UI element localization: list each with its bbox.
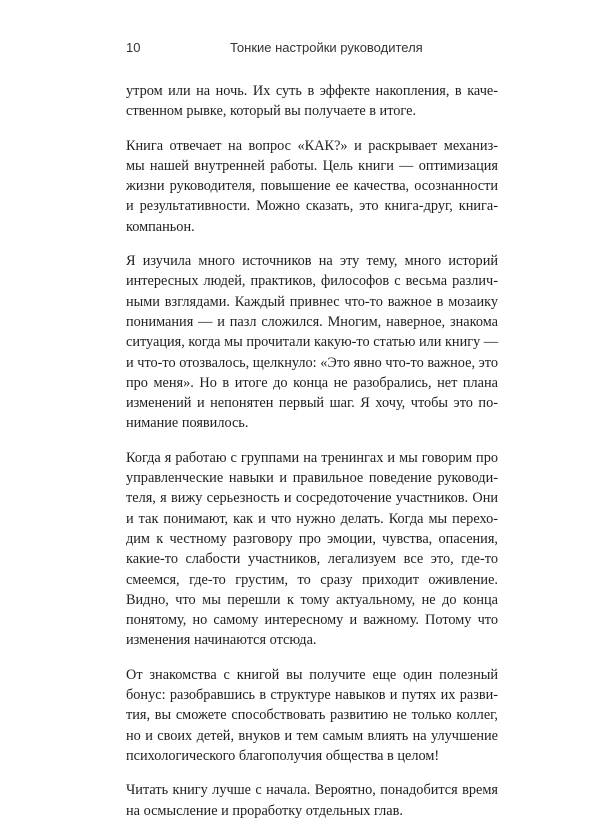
text-line: на осмысление и проработку отдельных глав. <box>126 802 403 819</box>
running-header <box>126 40 508 60</box>
text-line: какие-то слабости участников, легализуем все это, где-то <box>126 551 498 568</box>
text-line: компаньон. <box>126 218 195 235</box>
paragraph <box>126 81 498 122</box>
text-line: жизни руководителя, повышение ее качества, осознанности <box>126 178 498 195</box>
paragraph <box>126 780 498 821</box>
text-line: Книга отвечает на вопрос «КАК?» и раскрывает механиз- <box>126 137 498 154</box>
text-line: смеемся, где-то грустим, то сразу приходит оживление. <box>126 571 498 588</box>
text-line: бонус: разобравшись в структуре навыков и путях их разви- <box>126 687 498 704</box>
text-line: тия, вы сможете способствовать развитию не только коллег, <box>126 707 498 724</box>
text-line: Я изучила много источников на эту тему, много историй <box>126 253 498 270</box>
text-line: От знакомства с книгой вы получите еще один полезный <box>126 666 498 683</box>
text-line: утром или на ночь. Их суть в эффекте накопления, в каче- <box>126 83 498 99</box>
text-line: и что-то отозвалось, щелкнуло: «Это явно что-то важное, это <box>126 354 498 371</box>
text-line: ственном рывке, который вы получаете в итоге. <box>126 103 417 120</box>
paragraph <box>126 251 498 434</box>
paragraph <box>126 665 498 766</box>
running-title: Тонкие настройки руководителя <box>230 40 423 55</box>
text-line: изменений и непонятен первый шаг. Я хочу, чтобы это по- <box>126 395 498 412</box>
paragraph <box>126 136 498 237</box>
text-line: ными взглядами. Каждый привнес что-то важное в мозаику <box>126 293 498 310</box>
text-line: Видно, что мы перешли к тому актуальному, не до конца <box>126 591 498 608</box>
text-line: психологического благополучия общества в целом! <box>126 747 440 764</box>
text-line: дим к честному разговору про эмоции, чувства, опасения, <box>126 530 498 547</box>
text-line: Когда я работаю с группами на тренингах и мы говорим про <box>126 449 498 466</box>
text-line: нимание появилось. <box>126 415 249 432</box>
text-line: теля, я вижу серьезность и сосредоточение участников. Они <box>126 490 498 507</box>
body-text <box>126 81 498 835</box>
text-line: и так понимают, как и что нужно делать. Когда мы перехо- <box>126 510 498 527</box>
text-line: про меня». Но в итоге до конца не разобрались, нет плана <box>126 374 498 391</box>
text-line: понятому, но самому интересному и важному. Потому что <box>126 612 498 629</box>
text-line: управленческие навыки и правильное поведение руководи- <box>126 470 498 487</box>
text-line: интересных людей, практиков, философов с весьма различ- <box>126 273 498 290</box>
text-line: понимания — и пазл сложился. Многим, наверное, знакома <box>126 313 498 330</box>
paragraph <box>126 448 498 651</box>
page-number: 10 <box>126 40 141 55</box>
text-line: Читать книгу лучше с начала. Вероятно, понадобится время <box>126 782 498 799</box>
text-line: изменения начинаются отсюда. <box>126 632 317 649</box>
text-line: но и своих детей, внуков и тем самым влиять на улучшение <box>126 727 498 744</box>
text-line: мы нашей внутренней работы. Цель книги — оптимизация <box>126 157 498 174</box>
text-line: и результативности. Можно сказать, это книга-друг, книга- <box>126 198 498 215</box>
text-line: ситуация, когда мы прочитали какую-то статью или книгу — <box>126 334 499 351</box>
